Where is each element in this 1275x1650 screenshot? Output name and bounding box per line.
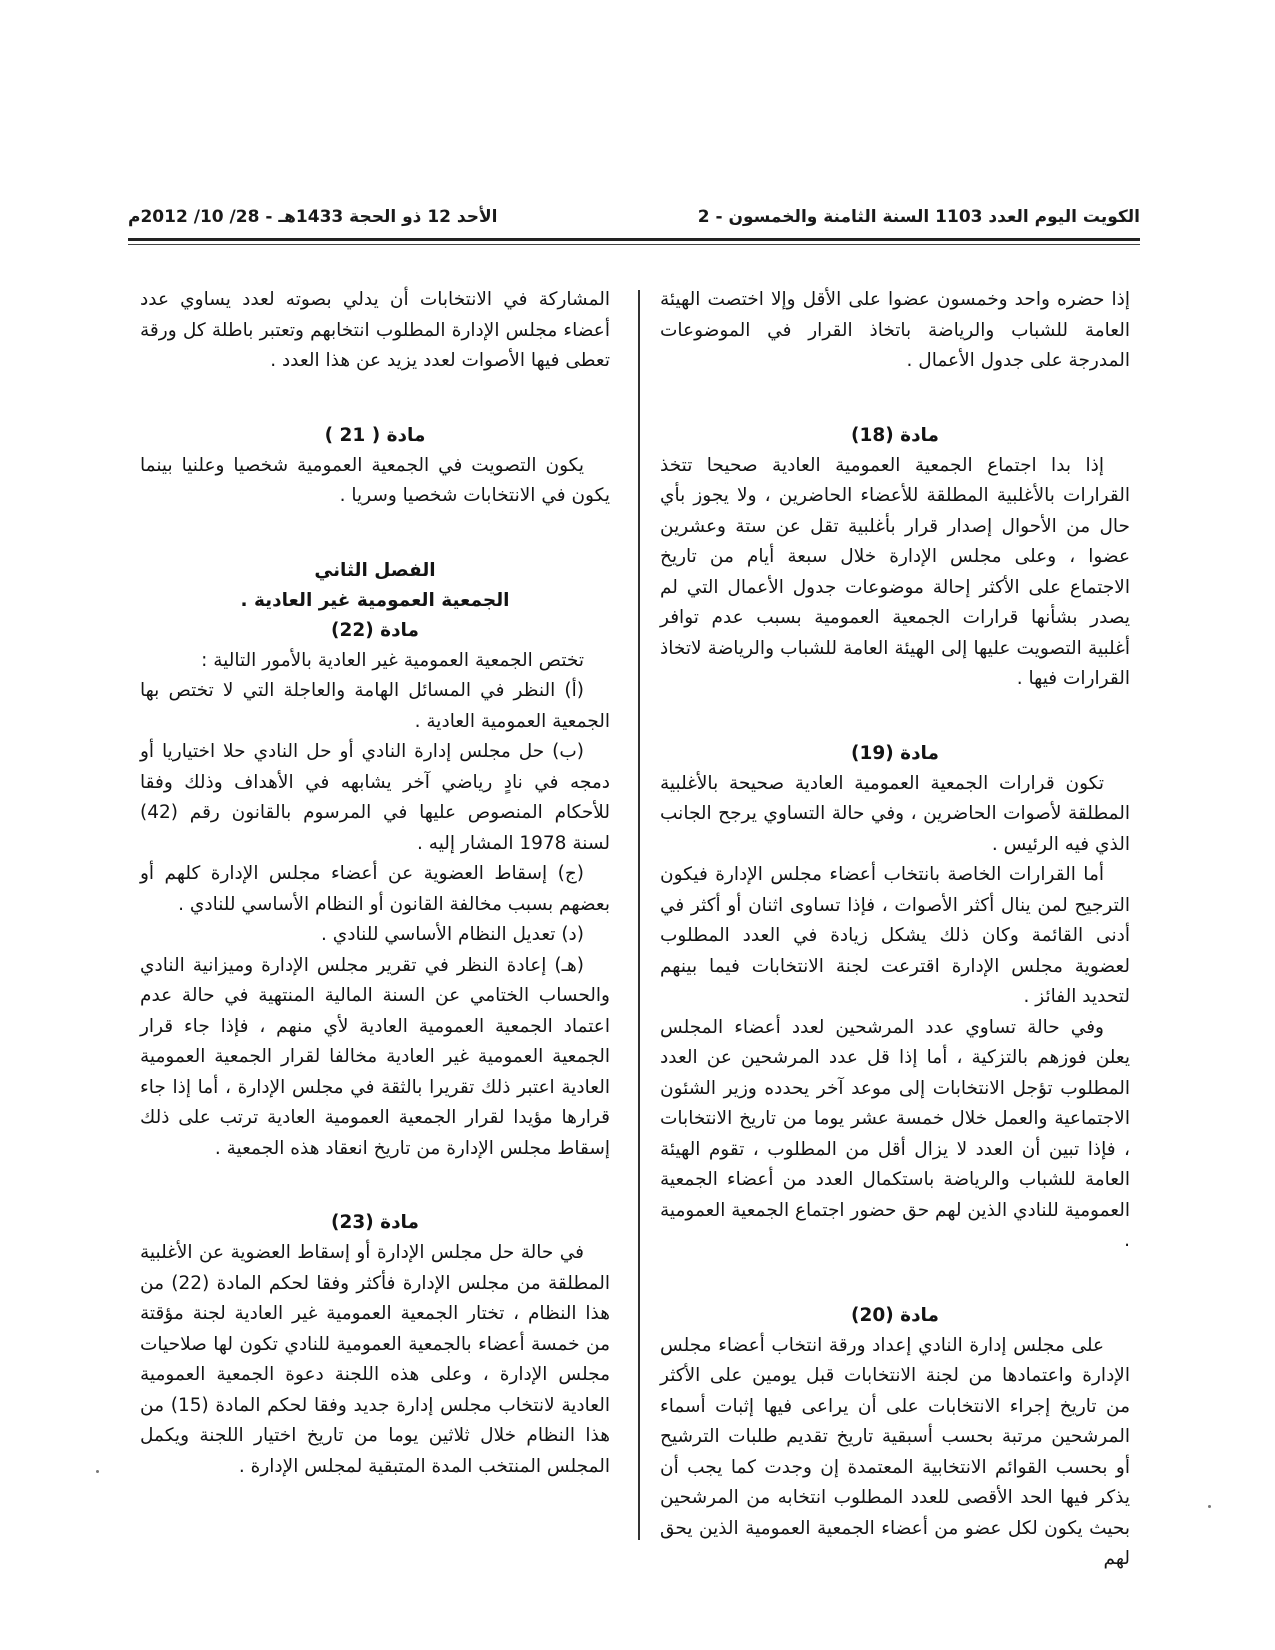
- article-22-item-a: (أ) النظر في المسائل الهامة والعاجلة التي لا تختص بها الجمعية العمومية العادية .: [140, 680, 610, 732]
- right-column: [660, 285, 1130, 1575]
- header-date: الأحد 12 ذو الحجة 1433هـ - 28/ 10/ 2012م: [128, 207, 498, 227]
- article-23-text: في حالة حل مجلس الإدارة أو إسقاط العضوية عن الأغلبية المطلقة من مجلس الإدارة فأكثر وفقا لحكم المادة (22) من هذا النظام ، تختار الجمعية العمومية غير العادية لجنة مؤقتة من خمسة أعضاء بالجمعية العمومية للنادي تكون لها صلاحيات مجلس الإدارة ، وعلى هذه اللجنة دعوة الجمعية العمومية العادية لانتخاب مجلس إدارة جديد وفقا لحكم المادة (15) من هذا النظام خلال ثلاثين يوما من تاريخ اختيار اللجنة ويكمل المجلس المنتخب المدة المتبقية لمجلس الإدارة .: [140, 1242, 610, 1477]
- page-header: [128, 207, 1140, 233]
- article-21-text: يكون التصويت في الجمعية العمومية شخصيا وعلنيا بينما يكون في الانتخابات شخصيا وسريا .: [140, 454, 610, 506]
- article-19-text-2: أما القرارات الخاصة بانتخاب أعضاء مجلس الإدارة فيكون الترجيح لمن ينال أكثر الأصوات ، فإذا تساوى اثنان أو أكثر في أدنى القائمة وكان ذلك يشكل زيادة في العدد المطلوب لعضوية مجلس الإدارة اقترعت لجنة الانتخابات فيما بينهم لتحديد الفائز .: [660, 864, 1130, 1007]
- paragraph-continuation: المشاركة في الانتخابات أن يدلي بصوته لعدد يساوي عدد أعضاء مجلس الإدارة المطلوب انتخابهم وتعتبر باطلة كل ورقة تعطى فيها الأصوات لعدد يزيد عن هذا العدد .: [140, 289, 610, 371]
- article-22-intro: تختص الجمعية العمومية غير العادية بالأمور التالية :: [201, 649, 584, 671]
- article-19-text-1: تكون قرارات الجمعية العمومية العادية صحيحة بالأغلبية المطلقة لأصوات الحاضرين ، وفي حالة التساوي يرجح الجانب الذي فيه الرئيس .: [660, 772, 1130, 855]
- article-23-heading: مادة (23): [331, 1212, 419, 1233]
- article-20-heading: مادة (20): [851, 1304, 939, 1326]
- chapter-title: الجمعية العمومية غير العادية .: [240, 589, 510, 611]
- article-18-heading: مادة (18): [851, 424, 939, 446]
- scan-speck: [1208, 1505, 1211, 1508]
- article-18-text: إذا بدا اجتماع الجمعية العمومية العادية صحيحا تتخذ القرارات بالأغلبية المطلقة للأعضاء الحاضرين ، ولا يجوز بأي حال من الأحوال إصدار قرار بأغلبية تقل عن ستة وعشرين عضوا ، وعلى مجلس الإدارة خلال سبعة أيام من تاريخ الاجتماع على الأكثر إحالة موضوعات جدول الأعمال التي لم يصدر بشأنها قرارات الجمعية العمومية بسبب عدم توافر أغلبية التصويت عليها إلى الهيئة العامة للشباب والرياضة لاتخاذ القرارات فيها .: [660, 454, 1130, 689]
- article-21-heading: مادة ( 21 ): [324, 424, 426, 446]
- article-22-item-c: (ج) إسقاط العضوية عن أعضاء مجلس الإدارة كلهم أو بعضهم بسبب مخالفة القانون أو النظام الأساسي للنادي .: [140, 863, 610, 915]
- header-rule-thick: [128, 238, 1140, 241]
- article-22-item-b: (ب) حل مجلس إدارة النادي أو حل النادي حلا اختياريا أو دمجه في نادٍ رياضي آخر يشابهه في الأهداف وذلك وفقا للأحكام المنصوص عليها في المرسوم بالقانون رقم (42) لسنة 1978 المشار إليه .: [140, 741, 610, 854]
- article-19-text-3: وفي حالة تساوي عدد المرشحين لعدد أعضاء المجلس يعلن فوزهم بالتزكية ، أما إذا قل عدد المرشحين عن العدد المطلوب تؤجل الانتخابات إلى موعد آخر يحدده وزير الشئون الاجتماعية والعمل خلال خمسة عشر يوما من تاريخ الانتخابات ، فإذا تبين أن العدد لا يزال أقل من المطلوب ، تقوم الهيئة العامة للشباب والرياضة باستكمال العدد من أعضاء الجمعية العمومية للنادي الذين لهم حق حضور اجتماع الجمعية العمومية .: [660, 1016, 1130, 1251]
- article-22-item-e: (هـ) إعادة النظر في تقرير مجلس الإدارة وميزانية النادي والحساب الختامي عن السنة المالية المنتهية في حالة عدم اعتماد الجمعية العمومية العادية لأي منهم ، فإذا جاء قرار الجمعية العمومية غير العادية مخالفا لقرار الجمعية العمومية العادية اعتبر ذلك تقريرا بالثقة في مجلس الإدارة ، أما إذا جاء قرارها مؤيدا لقرار الجمعية العمومية العادية ترتب على ذلك إسقاط مجلس الإدارة من تاريخ انعقاد هذه الجمعية .: [140, 954, 610, 1159]
- paragraph-continuation: إذا حضره واحد وخمسون عضوا على الأقل وإلا اختصت الهيئة العامة للشباب والرياضة باتخاذ القرار في الموضوعات المدرجة على جدول الأعمال .: [660, 289, 1130, 371]
- scan-speck: [96, 1470, 99, 1473]
- article-19-heading: مادة (19): [851, 742, 939, 764]
- header-issue-info: الكويت اليوم العدد 1103 السنة الثامنة والخمسون - 2: [697, 207, 1140, 227]
- article-22-heading: مادة (22): [331, 619, 419, 641]
- chapter-heading: الفصل الثاني: [314, 559, 436, 581]
- header-rule-thin: [128, 244, 1140, 245]
- column-divider: [638, 290, 640, 1540]
- article-20-text: على مجلس إدارة النادي إعداد ورقة انتخاب أعضاء مجلس الإدارة واعتمادها من لجنة الانتخابات قبل يومين على الأكثر من تاريخ إجراء الانتخابات على أن يراعى فيها إثبات أسماء المرشحين مرتبة بحسب أسبقية تاريخ تقديم طلبات الترشيح أو بحسب القوائم الانتخابية المعتمدة إن وجدت كما يجب أن يذكر فيها الحد الأقصى للعدد المطلوب انتخابه من المرشحين بحيث يكون لكل عضو من أعضاء الجمعية العمومية الذين يحق لهم: [660, 1334, 1130, 1569]
- left-column: [140, 285, 610, 1482]
- article-22-item-d: (د) تعديل النظام الأساسي للنادي .: [321, 924, 584, 945]
